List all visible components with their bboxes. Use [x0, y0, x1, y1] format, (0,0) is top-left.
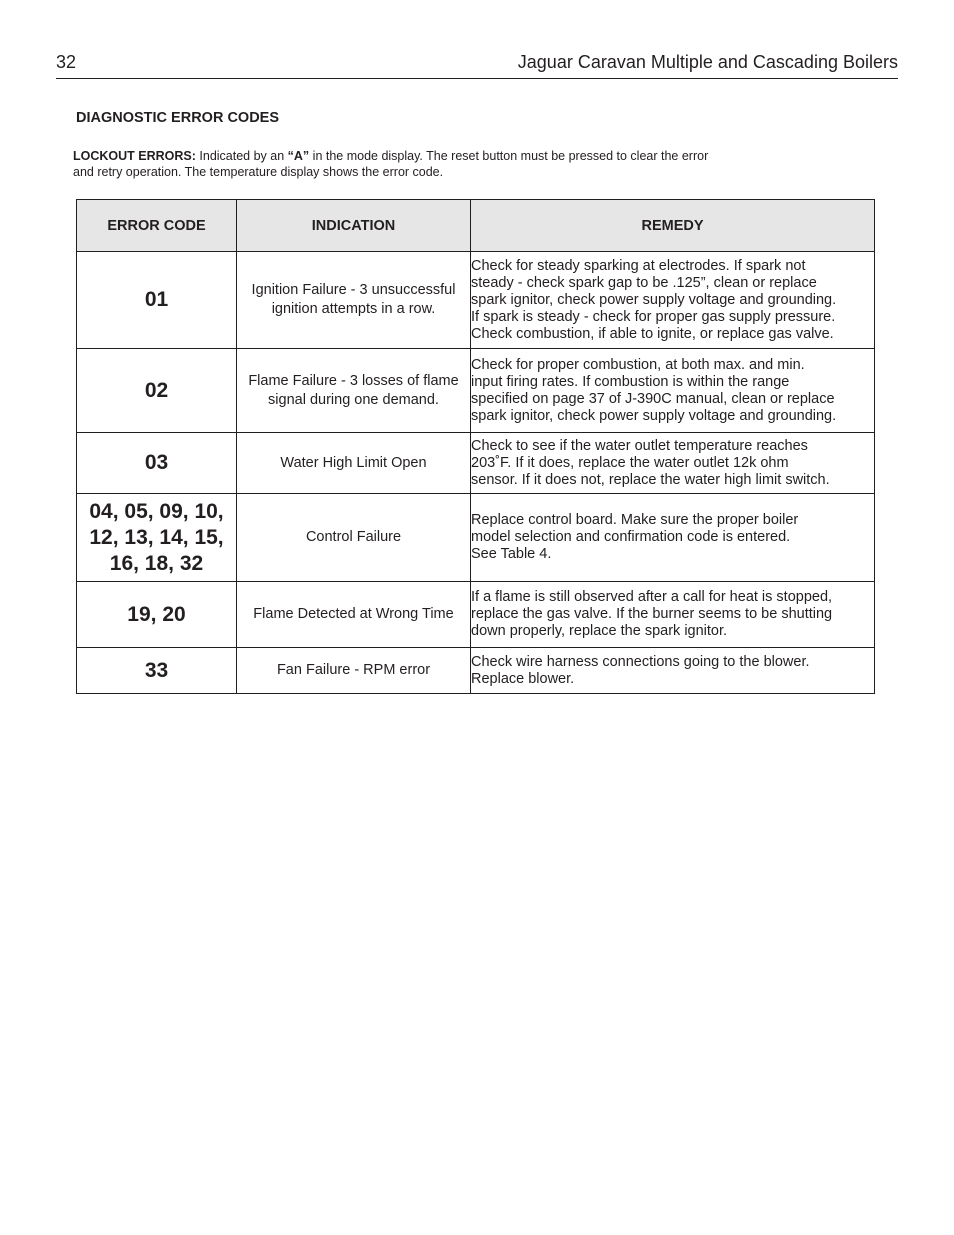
error-code-line: 04, 05, 09, 10, [89, 499, 224, 523]
remedy-cell [471, 349, 875, 433]
remedy-line: model selection and confirmation code is entered. [471, 529, 791, 545]
remedy-line: down properly, replace the spark ignitor. [471, 623, 728, 639]
column-header-error-code: ERROR CODE [77, 200, 237, 252]
indication-line: Flame Failure - 3 losses of flame [248, 372, 459, 389]
indication-line: Water High Limit Open [280, 454, 427, 471]
indication-line: signal during one demand. [268, 391, 439, 408]
remedy-line: Check for proper combustion, at both max. and min. [471, 356, 805, 373]
remedy-line: sensor. If it does not, replace the water high limit switch. [471, 471, 830, 488]
remedy-cell [471, 433, 875, 494]
error-code-line: 19, 20 [127, 602, 186, 626]
remedy-cell [471, 648, 875, 694]
indication-cell [237, 433, 471, 494]
remedy-line: Check to see if the water outlet temperature reaches [471, 437, 808, 454]
indication-cell [237, 648, 471, 694]
column-header-remedy: REMEDY [471, 200, 875, 252]
remedy-line: Replace control board. Make sure the proper boiler [471, 512, 799, 528]
page-header [56, 50, 898, 79]
error-code-line: 03 [144, 451, 169, 474]
indication-line: ignition attempts in a row. [271, 301, 436, 317]
error-code-cell [77, 252, 237, 349]
indication-cell [237, 582, 471, 648]
indication-line: Flame Detected at Wrong Time [253, 606, 454, 622]
indication-cell [237, 252, 471, 349]
intro-text-line2: and retry operation. The temperature display shows the error code. [73, 164, 444, 179]
indication-line: Control Failure [305, 529, 402, 545]
remedy-line: input firing rates. If combustion is within the range [471, 373, 790, 390]
table-row [77, 582, 875, 648]
column-header-indication: INDICATION [237, 200, 471, 252]
indication-line: Fan Failure - RPM error [276, 662, 431, 678]
page-number: 32 [56, 52, 77, 72]
error-code-line: 33 [144, 658, 169, 682]
remedy-line: Check for steady sparking at electrodes. If spark not [471, 257, 806, 274]
remedy-line: Check combustion, if able to ignite, or replace gas valve. [471, 325, 834, 342]
indication-cell [237, 349, 471, 433]
table-row [77, 648, 875, 694]
error-code-line: 02 [144, 378, 169, 402]
error-code-cell [77, 648, 237, 694]
remedy-cell [471, 494, 875, 582]
remedy-line: 203˚F. If it does, replace the water outlet 12k ohm [471, 454, 789, 471]
indication-line: Ignition Failure - 3 unsuccessful [251, 282, 456, 298]
table-header-row [77, 200, 875, 252]
remedy-line: steady - check spark gap to be .125”, clean or replace [471, 274, 817, 291]
remedy-line: specified on page 37 of J-390C manual, clean or replace [471, 390, 835, 407]
remedy-line: If spark is steady - check for proper gas supply pressure. [471, 308, 836, 325]
table-row [77, 494, 875, 582]
error-code-line: 12, 13, 14, 15, [89, 525, 224, 549]
remedy-cell [471, 252, 875, 349]
remedy-line: spark ignitor, check power supply voltage and grounding. [471, 407, 837, 424]
remedy-cell [471, 582, 875, 648]
lockout-intro [73, 149, 793, 180]
error-code-cell [77, 494, 237, 582]
remedy-line: spark ignitor, check power supply voltage and grounding. [471, 291, 837, 308]
error-code-table [76, 199, 875, 694]
intro-text-before: Indicated by an [195, 149, 288, 163]
lockout-label: LOCKOUT ERRORS: [73, 149, 196, 163]
section-title: DIAGNOSTIC ERROR CODES [76, 110, 280, 126]
running-title: Jaguar Caravan Multiple and Cascading Boilers [517, 52, 898, 72]
error-code-cell [77, 582, 237, 648]
remedy-line: replace the gas valve. If the burner seems to be shutting [471, 606, 833, 622]
remedy-line: If a flame is still observed after a call for heat is stopped, [471, 589, 833, 605]
remedy-line: Replace blower. [471, 670, 575, 687]
table-body [77, 252, 875, 694]
table-row [77, 252, 875, 349]
indication-cell [237, 494, 471, 582]
error-code-cell [77, 433, 237, 494]
remedy-line: See Table 4. [471, 546, 552, 562]
error-code-line: 01 [144, 288, 169, 311]
intro-quoted-a: “A” [287, 149, 310, 163]
remedy-line: Check wire harness connections going to the blower. [471, 653, 810, 670]
table-row [77, 433, 875, 494]
error-code-line: 16, 18, 32 [109, 551, 204, 575]
intro-text-after: in the mode display. The reset button must be pressed to clear the error [309, 149, 709, 163]
error-code-cell [77, 349, 237, 433]
table-row [77, 349, 875, 433]
